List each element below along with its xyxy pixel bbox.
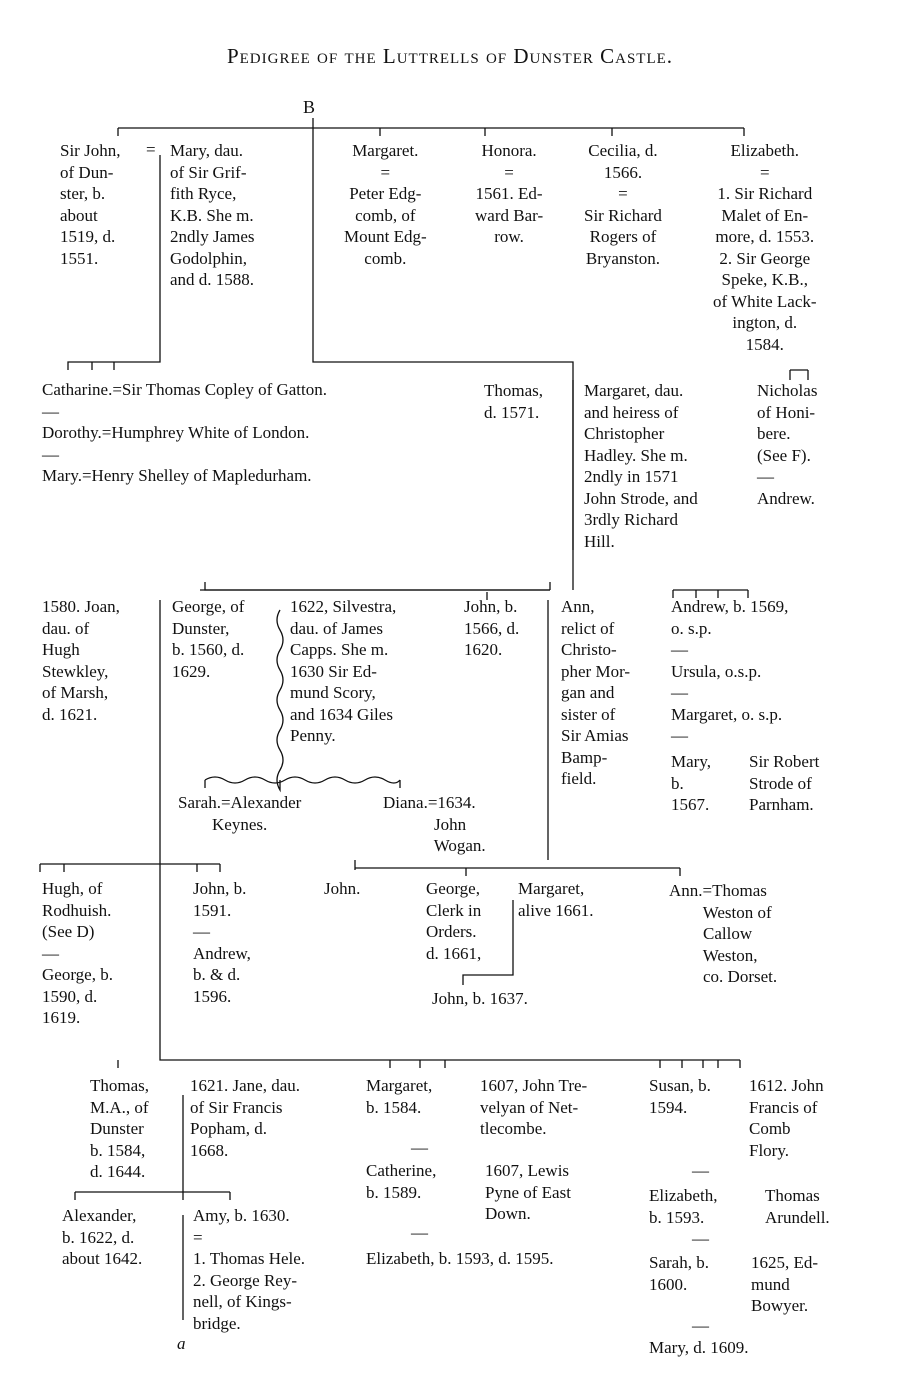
alexander: Alexander, b. 1622, d. about 1642. [62, 1206, 143, 1268]
marker-b: B [303, 97, 316, 117]
diana-wogan: Diana.=1634. John Wogan. [383, 793, 486, 855]
ann-weston: Ann.=Thomas Weston of Callow Weston, co. Dorset. [669, 881, 778, 986]
elizabeth-1593: Elizabeth, b. 1593, d. 1595. [366, 1249, 554, 1268]
dash: — [692, 1229, 709, 1248]
john-andrew: John, b. 1591. — Andrew, b. & d. 1596. [193, 879, 251, 1006]
siblings-list: Andrew, b. 1569, o. s.p. — Ursula, o.s.p. — Margaret, o. s.p. — [671, 597, 789, 745]
ann-morgan: Ann, relict of Christo- pher Mor- gan and sister of Sir Amias Bamp- field. [561, 597, 631, 788]
susan-1594: Susan, b. 1594. [649, 1076, 711, 1117]
nicholas-andrew: Nicholas of Honi- bere. (See F). — Andrew. [757, 381, 818, 508]
lewis-pyne: 1607, Lewis Pyne of East Down. [485, 1161, 571, 1223]
joan-stewkley: 1580. Joan, dau. of Hugh Stewkley, of Marsh, d. 1621. [42, 597, 120, 724]
margaret-edgcomb: Margaret. = Peter Edg- comb, of Mount Edg- comb. [344, 141, 427, 268]
george-clerk: George, Clerk in Orders. d. 1661, [426, 879, 482, 963]
amy-1630: Amy, b. 1630. = 1. Thomas Hele. 2. George Rey- nell, of Kings- bridge. [193, 1206, 306, 1333]
dash: — [692, 1316, 709, 1335]
dash: — [411, 1223, 428, 1242]
margaret-1661: Margaret, alive 1661. [518, 879, 594, 920]
john-trevelyan: 1607, John Tre- velyan of Net- tlecombe. [480, 1076, 588, 1138]
sarah-keynes: Sarah.=Alexander Keynes. [178, 793, 302, 834]
margaret-hadley: Margaret, dau. and heiress of Christopher Hadley. She m. 2ndly in 1571 John Strode, and 3rdly Richard Hill. [584, 381, 698, 551]
svg-text:=: = [146, 140, 156, 159]
mary-1609: Mary, d. 1609. [649, 1338, 749, 1357]
robert-strode: Sir Robert Strode of Parnham. [749, 752, 820, 814]
daughters-list: Catharine.=Sir Thomas Copley of Gatton. — Dorothy.=Humphrey White of London. — Mary.=Henry Shelley of Mapledurham. [42, 380, 328, 485]
thomas-ma: Thomas, M.A., of Dunster b. 1584, d. 1644. [90, 1076, 150, 1181]
hugh-rodhuish: Hugh, of Rodhuish. (See D) — George, b. 1590, d. 1619. [42, 879, 113, 1027]
george-dunster: George, of Dunster, b. 1560, d. 1629. [172, 597, 245, 681]
john-1566: John, b. 1566, d. 1620. [464, 597, 520, 659]
cecilia: Cecilia, d. 1566. = Sir Richard Rogers of Bryanston. [584, 141, 662, 268]
page-title: Pedigree of the Luttrells of Dunster Castle. [226, 44, 674, 68]
thomas-arundell: Thomas Arundell. [765, 1186, 830, 1227]
john-francis: 1612. John Francis of Comb Flory. [749, 1076, 824, 1160]
jane-popham: 1621. Jane, dau. of Sir Francis Popham, d. 1668. [190, 1076, 301, 1160]
thomas-1571: Thomas, d. 1571. [484, 381, 544, 422]
marker-a: a [177, 1334, 186, 1353]
sarah-1600: Sarah, b. 1600. [649, 1253, 709, 1294]
edmund-bowyer: 1625, Ed- mund Bowyer. [751, 1253, 819, 1315]
dash: — [411, 1138, 428, 1157]
elizabeth-malet: Elizabeth. = 1. Sir Richard Malet of En- more, d. 1553. 2. Sir George Speke, K.B., of White Lack- ington, d. 1584. [713, 141, 817, 354]
margaret-1584: Margaret, b. 1584. [366, 1076, 433, 1117]
dash: — [692, 1161, 709, 1180]
mary-ryce: Mary, dau. of Sir Grif- fith Ryce, K.B. She m. 2ndly James Godolphin, and d. 1588. [170, 141, 255, 289]
mary-1567: Mary, b. 1567. [671, 752, 711, 814]
sir-john: Sir John, of Dun- ster, b. about 1519, d. 1551. [60, 141, 121, 268]
catherine-1589: Catherine, b. 1589. [366, 1161, 437, 1202]
honora: Honora. = 1561. Ed- ward Bar- row. [475, 141, 544, 246]
john-1637: John, b. 1637. [432, 989, 528, 1008]
john: John. [324, 879, 361, 898]
elizabeth-1593b: Elizabeth, b. 1593. [649, 1186, 718, 1227]
silvestra-capps: 1622, Silvestra, dau. of James Capps. She m. 1630 Sir Ed- mund Scory, and 1634 Giles Penny. [290, 597, 397, 745]
